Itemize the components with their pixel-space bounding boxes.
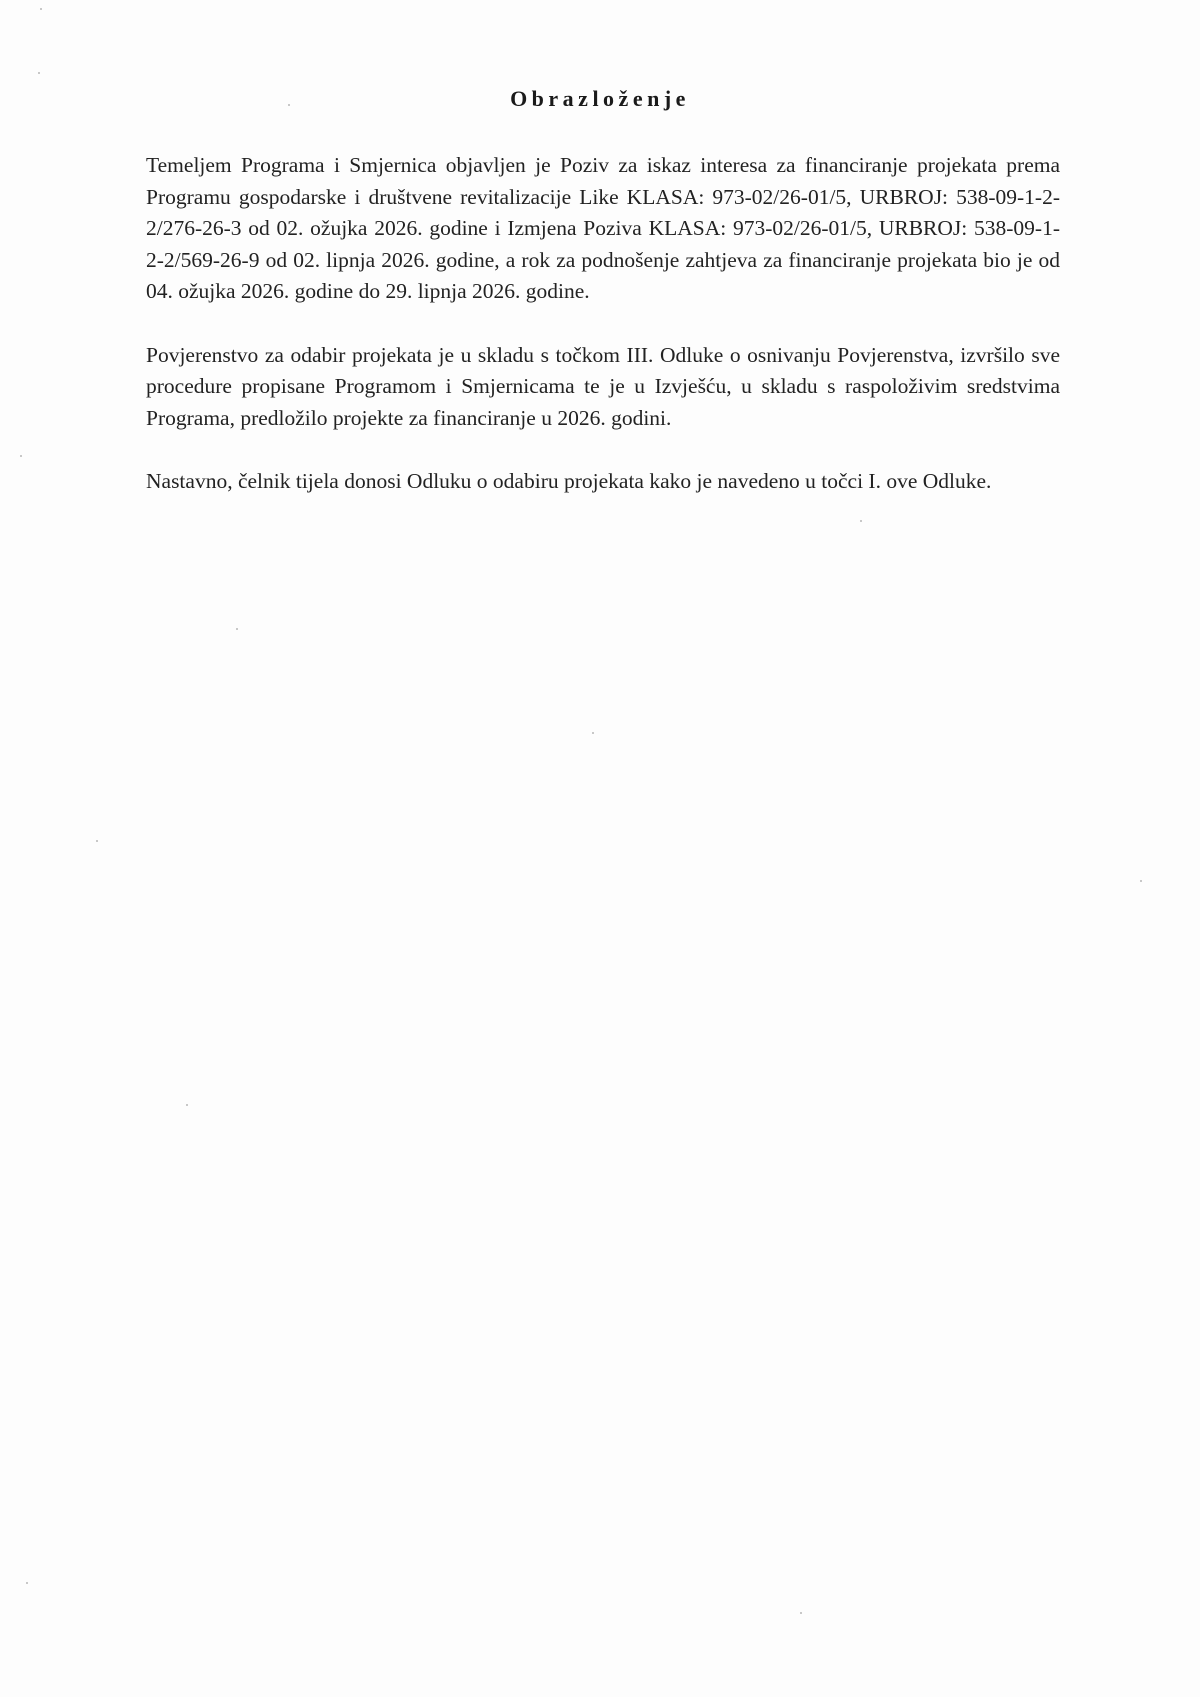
scan-speck bbox=[288, 104, 290, 106]
scan-speck bbox=[20, 455, 22, 457]
scan-speck bbox=[1140, 880, 1142, 882]
paragraph-decision: Nastavno, čelnik tijela donosi Odluku o odabiru projekata kako je navedeno u točci I. ove Odluke. bbox=[146, 469, 992, 493]
paragraph-call-for-interest: Temeljem Programa i Smjernica objavljen je Poziv za iskaz interesa za financiranje projekata prema Programu gospodarske i društvene revitalizacije Like KLASA: 973-02/26-01/5, URBROJ: 538-09-1-2-2/276-26-3 od 02. ožujka 2026. godine i Izmjena Poziva KLASA: 973-02/26-01/5, URBROJ: 538-09-1-2-2/569-26-9 od 02. lipnja 2026. godine, a rok za podnošenje zahtjeva za financiranje projekata bio je od 04. ožujka 2026. godine do 29. lipnja 2026. godine. bbox=[146, 153, 1060, 303]
scan-speck bbox=[26, 1582, 28, 1584]
scan-speck bbox=[96, 840, 98, 842]
scan-speck bbox=[40, 8, 42, 10]
scan-speck bbox=[592, 732, 594, 734]
scan-speck bbox=[800, 1612, 802, 1614]
document-title: Obrazloženje bbox=[510, 86, 690, 111]
paragraph-committee-procedure: Povjerenstvo za odabir projekata je u skladu s točkom III. Odluke o osnivanju Povjerenstva, izvršilo sve procedure propisane Programom i Smjernicama te je u Izvješću, u skladu s raspoloživim sredstvima Programa, predložilo projekte za financiranje u 2026. godini. bbox=[146, 342, 1060, 430]
scan-speck bbox=[236, 628, 238, 630]
scan-speck bbox=[38, 72, 40, 74]
scan-speck bbox=[860, 520, 862, 522]
document-body bbox=[146, 150, 1060, 530]
scan-speck bbox=[186, 1104, 188, 1106]
